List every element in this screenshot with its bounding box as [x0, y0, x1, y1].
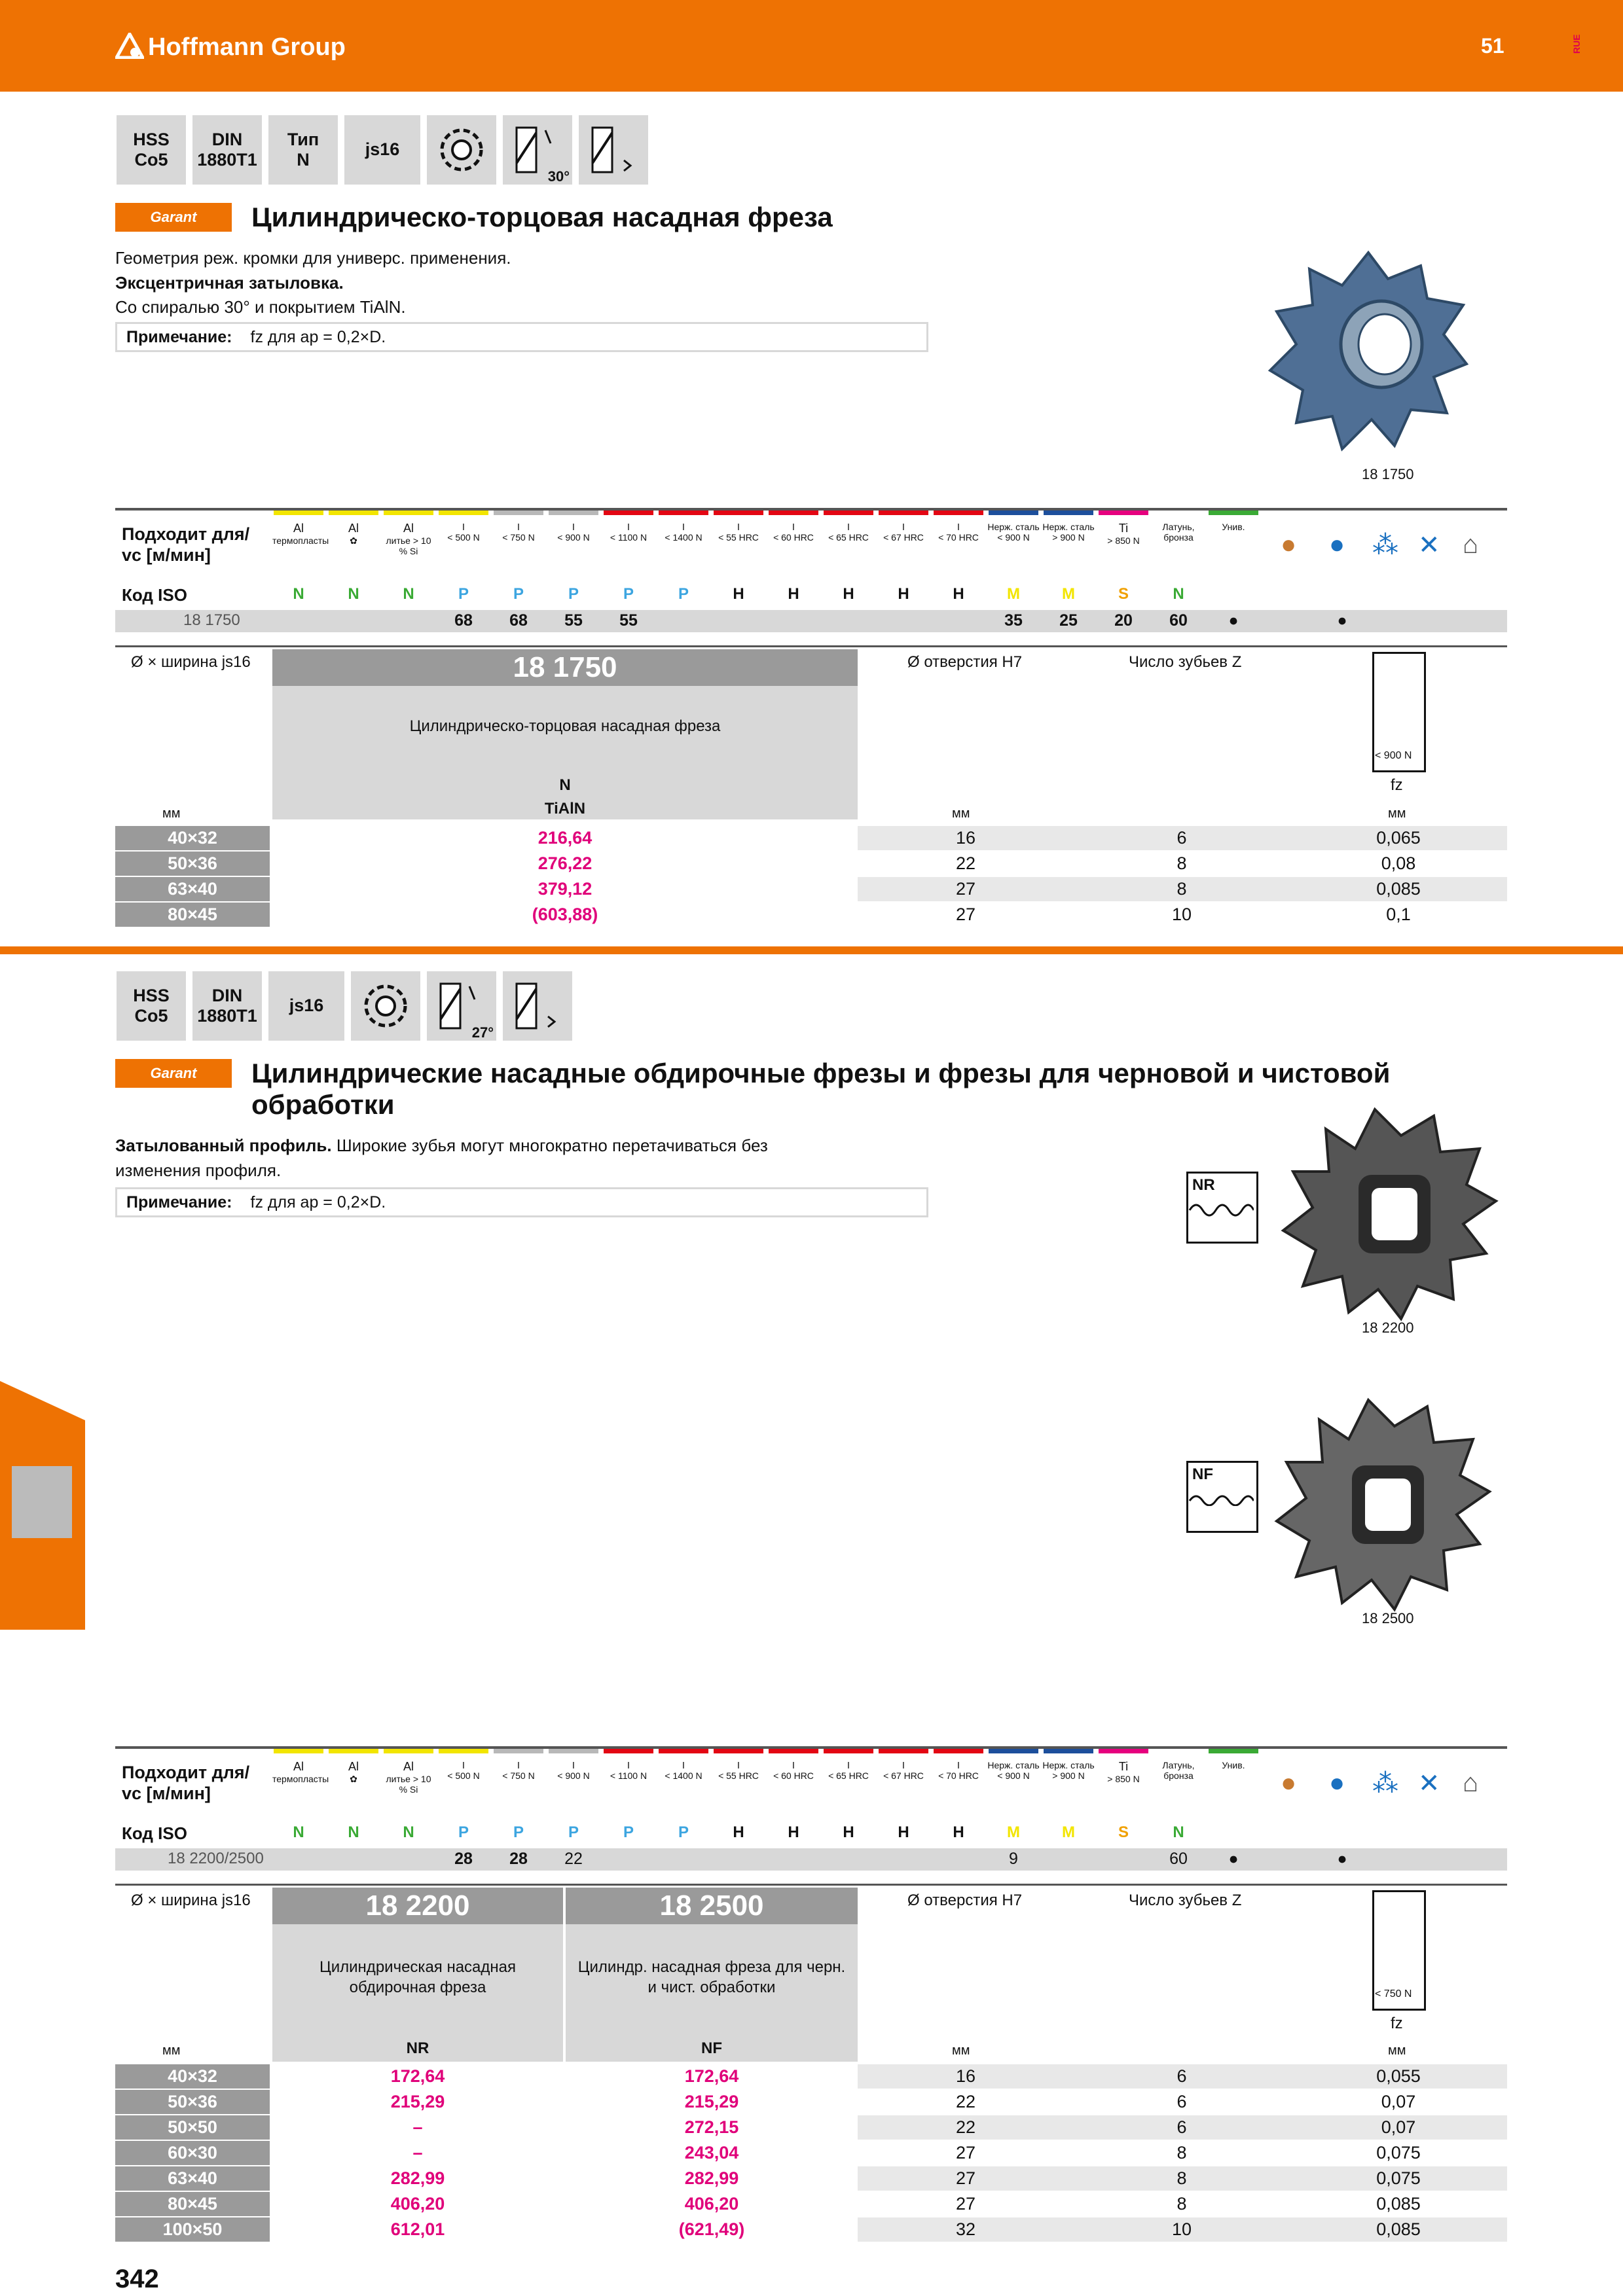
row-price-a: 172,64	[390, 2066, 445, 2086]
row-price: 216,64	[538, 828, 593, 848]
row-dimension: 50×36	[115, 2090, 270, 2114]
row-teeth: 8	[1176, 853, 1187, 873]
mm-unit: мм	[952, 806, 970, 821]
material-col: Ⅰ < 500 N	[437, 511, 490, 543]
badge-din	[192, 115, 262, 185]
language-code: RUE	[1571, 34, 1582, 54]
col-bore: Ø отверстия H7	[907, 653, 1023, 671]
material-col: Нерж. сталь < 900 N	[987, 1749, 1040, 1781]
material-col: Латунь, бронза	[1152, 511, 1205, 543]
col-dimension: Ø × ширина js16	[131, 1892, 251, 1909]
badge-helix	[427, 971, 496, 1041]
material-col: Al термопласты	[272, 511, 325, 546]
material-col: Al литье > 10 % Si	[382, 511, 435, 556]
coolant-oil-icon: ●	[1281, 1768, 1297, 1797]
fits-label: Подходит для/	[122, 1763, 250, 1782]
roughing-mill-nr-image	[1277, 1106, 1499, 1322]
row-bore: 27	[955, 2194, 976, 2214]
row-teeth: 8	[1176, 879, 1187, 899]
badge-l2: 1880T1	[197, 150, 257, 170]
col-teeth: Число зубьев Z	[1129, 1892, 1242, 1909]
coolant-emulsion-icon: ●	[1329, 530, 1345, 559]
row-fz: 0,085	[1376, 879, 1421, 899]
material-col: Нерж. сталь > 900 N	[1042, 511, 1095, 543]
row-price-b: 282,99	[684, 2168, 739, 2188]
note-label: Примечание:	[126, 1193, 232, 1211]
vc-row-bg	[115, 1848, 1507, 1871]
coolant-mist-icon: ⁂	[1372, 1769, 1398, 1798]
desc-line: Геометрия реж. кромки для универс. применения.	[115, 248, 511, 268]
desc-line	[115, 1134, 940, 1158]
row-price: 276,22	[538, 853, 593, 873]
badge-tolerance	[268, 971, 344, 1041]
row-fz: 0,085	[1376, 2219, 1421, 2239]
row-teeth: 8	[1176, 2194, 1187, 2214]
table-rule	[115, 1884, 1507, 1886]
page-number-top: 51	[1481, 34, 1504, 58]
fz-material-label: < 750 N	[1375, 1988, 1412, 2000]
fits-header	[122, 524, 249, 566]
material-col: Al литье > 10 % Si	[382, 1749, 435, 1795]
coolant-dry-icon: ✕	[1418, 531, 1440, 560]
badge-cutter	[427, 115, 496, 185]
profile-nr-box	[1186, 1172, 1258, 1244]
row-dimension: 63×40	[115, 877, 270, 901]
profile-nr-label: NR	[1192, 1176, 1215, 1194]
row-dimension: 50×36	[115, 852, 270, 876]
image-caption-181750: 18 1750	[1362, 466, 1414, 482]
row-price: 379,12	[538, 879, 593, 899]
material-col: Ⅰ < 750 N	[492, 511, 545, 543]
badge-din	[192, 971, 262, 1041]
row-dimension: 40×32	[115, 826, 270, 850]
badge-material	[117, 971, 186, 1041]
desc-text: Широкие зубья могут многократно перетачиваться без	[331, 1136, 768, 1155]
section1-title: Цилиндрическо-торцовая насадная фреза	[251, 202, 833, 232]
section-divider	[0, 946, 1623, 954]
row-price-a: –	[412, 2117, 423, 2137]
cut-direction-icon	[511, 980, 564, 1032]
row-teeth: 6	[1176, 828, 1187, 848]
row-price-a: 406,20	[390, 2194, 445, 2214]
profile-nf-wave-icon	[1188, 1486, 1254, 1506]
row-bore: 27	[955, 879, 976, 899]
row-price-b: 215,29	[684, 2092, 739, 2111]
col-bore: Ø отверстия H7	[907, 1892, 1023, 1909]
row-bore: 27	[955, 2143, 976, 2162]
note-label: Примечание:	[126, 327, 232, 346]
row-teeth: 10	[1171, 2219, 1192, 2239]
helix-angle-value: 30°	[547, 168, 570, 185]
row-fz: 0,075	[1376, 2168, 1421, 2188]
vc-row-code: 18 1750	[183, 611, 240, 629]
vc-label: vc [м/мин]	[122, 1784, 211, 1804]
material-col: Ⅰ < 65 HRC	[822, 1749, 875, 1781]
material-col: Ⅰ < 67 HRC	[877, 511, 930, 543]
fz-symbol: fz	[1391, 776, 1403, 794]
badge-type	[268, 115, 338, 185]
material-col: Ⅰ < 1400 N	[657, 1749, 710, 1781]
product-type: N	[559, 776, 571, 794]
note-text: fz для ap = 0,2×D.	[250, 327, 386, 346]
badge-l1: DIN	[211, 129, 243, 149]
row-teeth: 8	[1176, 2143, 1187, 2162]
helix-angle-value: 27°	[471, 1024, 494, 1041]
material-col: Нерж. сталь > 900 N	[1042, 1749, 1095, 1781]
section1-description	[115, 246, 966, 320]
coolant-air-icon: ⌂	[1463, 1768, 1479, 1797]
coolant-air-icon: ⌂	[1463, 530, 1479, 559]
garant-logo: Garant	[115, 203, 232, 232]
row-fz: 0,1	[1386, 905, 1411, 924]
row-dimension: 50×50	[115, 2115, 270, 2140]
material-col: Ⅰ < 500 N	[437, 1749, 490, 1781]
coolant-oil-icon: ●	[1281, 530, 1297, 559]
row-dimension: 60×30	[115, 2141, 270, 2165]
row-teeth: 6	[1176, 2066, 1187, 2086]
face-mill-image	[1264, 240, 1473, 462]
badge-l2: N	[297, 150, 310, 170]
material-col: Ⅰ < 55 HRC	[712, 1749, 765, 1781]
badge-cutter	[351, 971, 420, 1041]
material-col: Ti > 850 N	[1097, 1749, 1150, 1784]
vc-row-bg	[115, 610, 1507, 632]
badge-l2: Co5	[134, 150, 168, 170]
roughing-mill-nf-image	[1270, 1397, 1493, 1613]
coolant-dry-icon: ✕	[1418, 1769, 1440, 1798]
material-col: Ⅰ < 55 HRC	[712, 511, 765, 543]
material-col: Унив.	[1207, 1749, 1260, 1770]
badge-material	[117, 115, 186, 185]
mm-unit: мм	[952, 2043, 970, 2058]
fz-symbol: fz	[1391, 2015, 1403, 2032]
row-fz: 0,055	[1376, 2066, 1421, 2086]
material-col: Ⅰ < 70 HRC	[932, 1749, 985, 1781]
section2-note	[115, 1187, 928, 1217]
badge-direction	[579, 115, 648, 185]
image-caption-182200: 18 2200	[1362, 1319, 1414, 1336]
row-bore: 32	[955, 2219, 976, 2239]
page-number-bottom: 342	[115, 2265, 159, 2293]
mm-unit: мм	[1388, 806, 1406, 821]
material-col: Al термопласты	[272, 1749, 325, 1784]
material-col: Ⅰ < 70 HRC	[932, 511, 985, 543]
vc-row-code: 18 2200/2500	[168, 1850, 264, 1867]
note-text: fz для ap = 0,2×D.	[250, 1193, 386, 1211]
desc-line: Эксцентричная затыловка.	[115, 272, 344, 293]
badge-direction	[503, 971, 572, 1041]
row-price-a: 215,29	[390, 2092, 445, 2111]
row-bore: 22	[955, 2117, 976, 2137]
badge-l1: HSS	[133, 985, 170, 1005]
row-bore: 22	[955, 853, 976, 873]
row-price: (603,88)	[532, 905, 598, 924]
profile-nf-box	[1186, 1461, 1258, 1533]
chapter-tab-icon	[12, 1466, 72, 1538]
material-columns	[272, 1749, 1245, 1814]
garant-logo: Garant	[115, 1059, 232, 1088]
badge-l1: Тип	[287, 129, 319, 149]
material-col: Ⅰ < 900 N	[547, 511, 600, 543]
product-type-b: NF	[701, 2039, 722, 2057]
product-code-bar: 18 1750	[272, 649, 858, 686]
material-col: Al ✿	[327, 1749, 380, 1784]
badge-l1: js16	[289, 996, 324, 1016]
coolant-emulsion-icon: ●	[1329, 1768, 1345, 1797]
cut-direction-icon	[587, 124, 640, 176]
badge-l2: 1880T1	[197, 1006, 257, 1026]
coolant-mist-icon: ⁂	[1372, 531, 1398, 560]
row-price-a: –	[412, 2143, 423, 2162]
material-col: Ⅰ < 60 HRC	[767, 1749, 820, 1781]
fits-header	[122, 1762, 249, 1804]
row-teeth: 8	[1176, 2168, 1187, 2188]
product-name-b: Цилиндр. насадная фреза для черн. и чист. обработки	[577, 1958, 846, 1997]
row-dimension: 100×50	[115, 2217, 270, 2242]
mm-unit: мм	[162, 2043, 181, 2058]
section2-description	[115, 1134, 940, 1183]
row-dimension: 80×45	[115, 2192, 270, 2216]
row-fz: 0,065	[1376, 828, 1421, 848]
product-coating: TiAlN	[544, 800, 586, 817]
row-bore: 27	[955, 905, 976, 924]
iso-label: Код ISO	[122, 1823, 187, 1843]
badge-l1: DIN	[211, 985, 243, 1005]
badge-tolerance	[344, 115, 420, 185]
desc-line: изменения профиля.	[115, 1160, 282, 1180]
row-fz: 0,07	[1381, 2092, 1416, 2111]
material-col: Ti > 850 N	[1097, 511, 1150, 546]
hoffmann-logo-icon	[115, 33, 144, 59]
brand-name: Hoffmann Group	[148, 33, 346, 61]
product-name-a: Цилиндрическая насадная обдирочная фреза	[319, 1958, 517, 1997]
material-col: Ⅰ < 65 HRC	[822, 511, 875, 543]
product-code-bar-b: 18 2500	[566, 1888, 858, 1924]
table-rule	[115, 645, 1507, 647]
row-price-b: 406,20	[684, 2194, 739, 2214]
row-price-b: (621,49)	[678, 2219, 745, 2239]
material-columns	[272, 511, 1245, 576]
row-bore: 16	[955, 828, 976, 848]
row-price-a: 282,99	[390, 2168, 445, 2188]
material-col: Ⅰ < 1100 N	[602, 1749, 655, 1781]
material-col: Ⅰ < 750 N	[492, 1749, 545, 1781]
profile-nf-label: NF	[1192, 1465, 1213, 1483]
iso-label: Код ISO	[122, 585, 187, 605]
row-fz: 0,085	[1376, 2194, 1421, 2214]
row-fz: 0,075	[1376, 2143, 1421, 2162]
material-col: Ⅰ < 900 N	[547, 1749, 600, 1781]
cutter-profile-icon	[359, 980, 412, 1032]
desc-bold: Затылованный профиль.	[115, 1136, 332, 1155]
profile-nr-wave-icon	[1188, 1197, 1254, 1217]
row-fz: 0,07	[1381, 2117, 1416, 2137]
material-col: Унив.	[1207, 511, 1260, 532]
product-code-bar-a: 18 2200	[272, 1888, 563, 1924]
mm-unit: мм	[162, 806, 181, 821]
row-dimension: 63×40	[115, 2166, 270, 2191]
row-dimension: 40×32	[115, 2064, 270, 2089]
brand-logo	[115, 33, 346, 62]
material-col: Нерж. сталь < 900 N	[987, 511, 1040, 543]
col-dimension: Ø × ширина js16	[131, 653, 251, 671]
section1-note	[115, 322, 928, 352]
row-price-b: 243,04	[684, 2143, 739, 2162]
product-type-a: NR	[406, 2039, 429, 2057]
material-col: Ⅰ < 1400 N	[657, 511, 710, 543]
material-col: Ⅰ < 1100 N	[602, 511, 655, 543]
material-col: Al ✿	[327, 511, 380, 546]
fz-material-label: < 900 N	[1375, 750, 1412, 761]
material-col: Ⅰ < 60 HRC	[767, 511, 820, 543]
col-teeth: Число зубьев Z	[1129, 653, 1242, 671]
fits-label: Подходит для/	[122, 524, 250, 544]
row-bore: 16	[955, 2066, 976, 2086]
badge-helix	[503, 115, 572, 185]
title-line: обработки	[251, 1089, 395, 1121]
row-price-a: 612,01	[390, 2219, 445, 2239]
badge-l1: HSS	[133, 129, 170, 149]
row-teeth: 6	[1176, 2117, 1187, 2137]
title-line: Цилиндрические насадные обдирочные фрезы и фрезы для черновой и чистовой	[251, 1058, 1391, 1088]
vc-label: vc [м/мин]	[122, 545, 211, 565]
row-price-b: 172,64	[684, 2066, 739, 2086]
row-fz: 0,08	[1381, 853, 1416, 873]
row-bore: 22	[955, 2092, 976, 2111]
desc-line: Со спиралью 30° и покрытием TiAlN.	[115, 297, 406, 317]
row-bore: 27	[955, 2168, 976, 2188]
badge-l1: js16	[365, 139, 400, 160]
image-caption-182500: 18 2500	[1362, 1610, 1414, 1626]
product-name: Цилиндрическо-торцовая насадная фреза	[409, 717, 721, 735]
badge-l2: Co5	[134, 1006, 168, 1026]
material-col: Ⅰ < 67 HRC	[877, 1749, 930, 1781]
row-teeth: 6	[1176, 2092, 1187, 2111]
material-col: Латунь, бронза	[1152, 1749, 1205, 1781]
mm-unit: мм	[1388, 2043, 1406, 2058]
row-price-b: 272,15	[684, 2117, 739, 2137]
row-teeth: 10	[1171, 905, 1192, 924]
cutter-profile-icon	[435, 124, 488, 176]
row-dimension: 80×45	[115, 903, 270, 927]
